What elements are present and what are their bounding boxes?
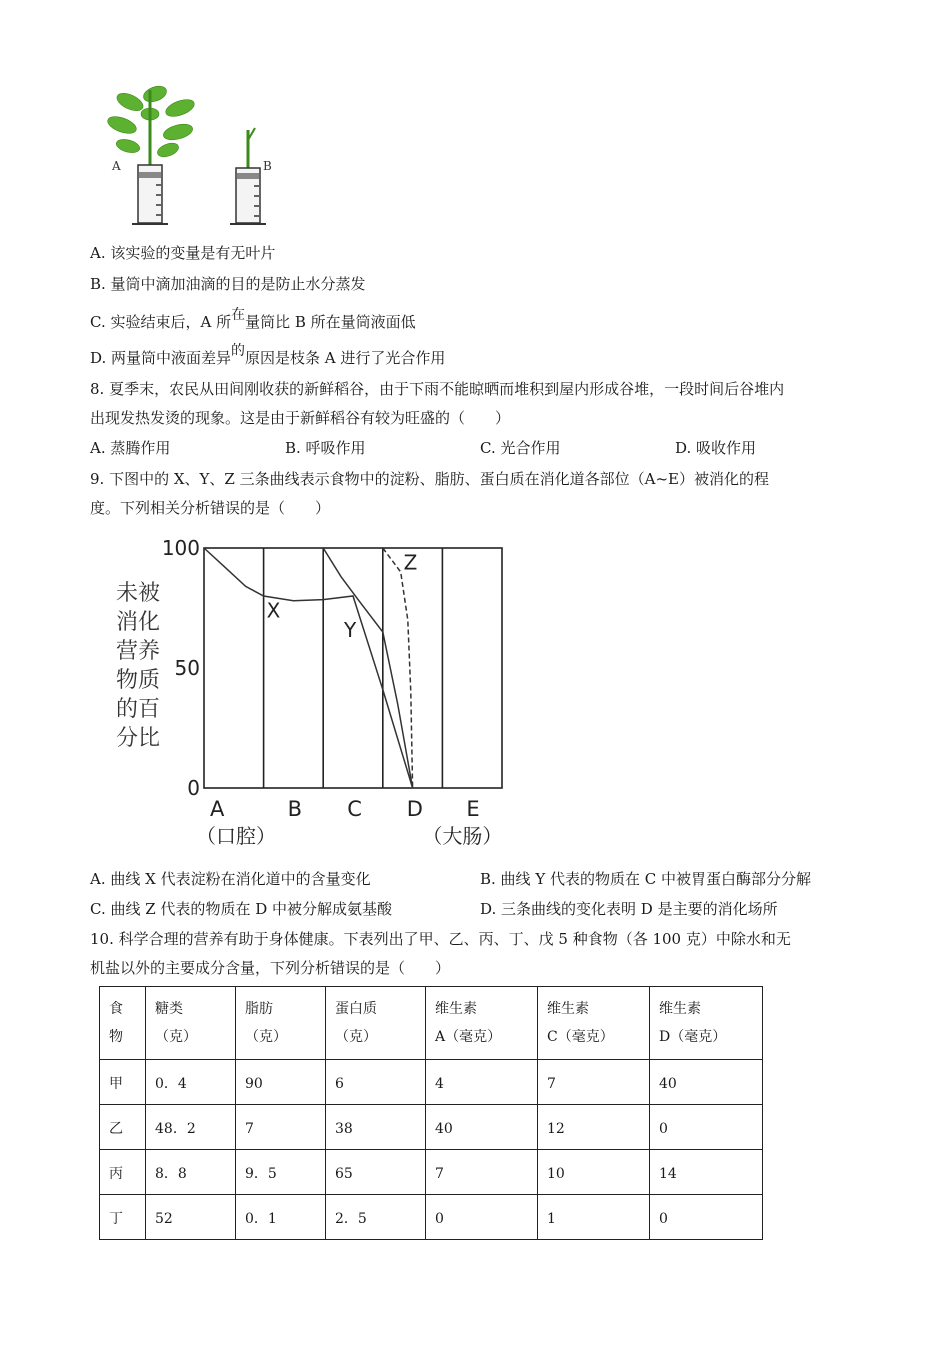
table-cell: 48．2	[146, 1105, 236, 1150]
q10-stem-2: 机盐以外的主要成分含量，下列分析错误的是（ ）	[90, 959, 451, 977]
table-cell: 6	[326, 1060, 426, 1105]
q9-stem-1: 9. 下图中的 X、Y、Z 三条曲线表示食物中的淀粉、脂肪、蛋白质在消化道各部位（A~E）被消化的程	[90, 470, 769, 488]
sublabel-e: （大肠）	[422, 824, 503, 848]
category-label: C	[347, 797, 362, 821]
table-cell: 4	[426, 1060, 538, 1105]
table-cell: 2．5	[326, 1195, 426, 1240]
ylabel-line: 物质	[116, 668, 161, 693]
table-cell: 甲	[100, 1060, 146, 1105]
chart-series	[204, 548, 413, 788]
q8-stem-1: 8. 夏季末，农民从田间刚收获的新鲜稻谷，由于下雨不能晾晒而堆积到屋内形成谷堆，一段时间后谷堆内	[90, 380, 785, 398]
series-label-y: Y	[344, 617, 357, 642]
q9-option-d: D. 三条曲线的变化表明 D 是主要的消化场所	[480, 900, 778, 918]
cylinder-a	[132, 165, 168, 224]
table-cell: 7	[538, 1060, 650, 1105]
table-header-cell: 脂肪 （克）	[236, 987, 326, 1060]
q9-stem-2: 度。下列相关分析错误的是（ ）	[90, 499, 331, 517]
series-line-x	[204, 548, 413, 788]
series-label-x: X	[266, 598, 281, 623]
table-header-cell: 维生素 D（毫克）	[650, 987, 763, 1060]
table-cell: 1	[538, 1195, 650, 1240]
q10-stem-1: 10. 科学合理的营养有助于身体健康。下表列出了甲、乙、丙、丁、戊 5 种食物（各 100 克）中除水和无	[90, 930, 791, 948]
table-header-cell: 糖类 （克）	[146, 987, 236, 1060]
sublabel-a: （口腔）	[196, 824, 276, 848]
table-cell: 丙	[100, 1150, 146, 1195]
series-label-z: Z	[403, 550, 418, 575]
table-cell: 0．4	[146, 1060, 236, 1105]
table-cell: 90	[236, 1060, 326, 1105]
table-header-cell: 维生素 A（毫克）	[426, 987, 538, 1060]
q9-option-a: A. 曲线 X 代表淀粉在消化道中的含量变化	[90, 870, 371, 888]
plant-cylinder-figure	[100, 80, 300, 232]
q7-option-b: B. 量筒中滴加油滴的目的是防止水分蒸发	[90, 275, 366, 293]
category-label: D	[406, 797, 423, 821]
ylabel-line: 消化	[116, 610, 161, 635]
series-line-z	[383, 548, 413, 788]
table-cell: 65	[326, 1150, 426, 1195]
table-cell: 7	[236, 1105, 326, 1150]
q8-option-d: D. 吸收作用	[675, 439, 757, 457]
ylabel-line: 的百	[116, 697, 161, 722]
q8-option-a: A. 蒸腾作用	[90, 439, 171, 457]
table-cell: 7	[426, 1150, 538, 1195]
q8-option-c: C. 光合作用	[480, 439, 561, 457]
q7-option-c: C. 实验结束后，A 所在量筒比 B 所在量筒液面低	[90, 307, 416, 331]
table-row	[100, 1105, 763, 1150]
table-cell: 0	[650, 1195, 763, 1240]
table-header-row	[100, 987, 763, 1060]
table-cell: 12	[538, 1105, 650, 1150]
digestion-chart	[100, 536, 520, 856]
series-line-y	[323, 548, 412, 788]
table-cell: 40	[426, 1105, 538, 1150]
table-cell: 14	[650, 1150, 763, 1195]
table-cell: 0	[426, 1195, 538, 1240]
table-row	[100, 1150, 763, 1195]
ytick-label: 100	[161, 536, 200, 560]
chart-ylabel	[116, 581, 160, 751]
region-dividers	[264, 548, 443, 788]
nutrition-table	[99, 986, 763, 1240]
ytick-label: 0	[187, 776, 200, 800]
category-label: A	[210, 797, 225, 821]
table-cell: 40	[650, 1060, 763, 1105]
table-cell: 9．5	[236, 1150, 326, 1195]
table-cell: 38	[326, 1105, 426, 1150]
q9-option-c: C. 曲线 Z 代表的物质在 D 中被分解成氨基酸	[90, 900, 393, 918]
table-header-cell: 维生素 C（毫克）	[538, 987, 650, 1060]
table-row	[100, 1195, 763, 1240]
table-header-cell: 食 物	[100, 987, 146, 1060]
table-cell: 丁	[100, 1195, 146, 1240]
table-cell: 乙	[100, 1105, 146, 1150]
table-header-cell: 蛋白质 （克）	[326, 987, 426, 1060]
category-label: E	[466, 797, 480, 821]
chart-categories	[196, 797, 502, 848]
label-a: A	[112, 159, 121, 173]
table-cell: 0	[650, 1105, 763, 1150]
ylabel-line: 未被	[116, 581, 161, 606]
chart-yticks	[162, 536, 200, 800]
q8-stem-2: 出现发热发烫的现象。这是由于新鲜稻谷有较为旺盛的（ ）	[90, 409, 511, 427]
q7-option-d: D. 两量筒中液面差异的原因是枝条 A 进行了光合作用	[90, 343, 446, 367]
table-cell: 0．1	[236, 1195, 326, 1240]
ylabel-line: 分比	[116, 726, 161, 751]
plot-frame	[204, 548, 502, 788]
table-cell: 8．8	[146, 1150, 236, 1195]
table-cell: 52	[146, 1195, 236, 1240]
ylabel-line: 营养	[116, 639, 161, 664]
table-row	[100, 1060, 763, 1105]
q8-option-b: B. 呼吸作用	[285, 439, 366, 457]
cylinder-b	[230, 168, 266, 224]
ytick-label: 50	[174, 656, 200, 680]
category-label: B	[287, 797, 303, 821]
q7-option-a: A. 该实验的变量是有无叶片	[90, 244, 276, 262]
label-b: B	[263, 159, 272, 173]
table-cell: 10	[538, 1150, 650, 1195]
q9-option-b: B. 曲线 Y 代表的物质在 C 中被胃蛋白酶部分分解	[480, 870, 812, 888]
